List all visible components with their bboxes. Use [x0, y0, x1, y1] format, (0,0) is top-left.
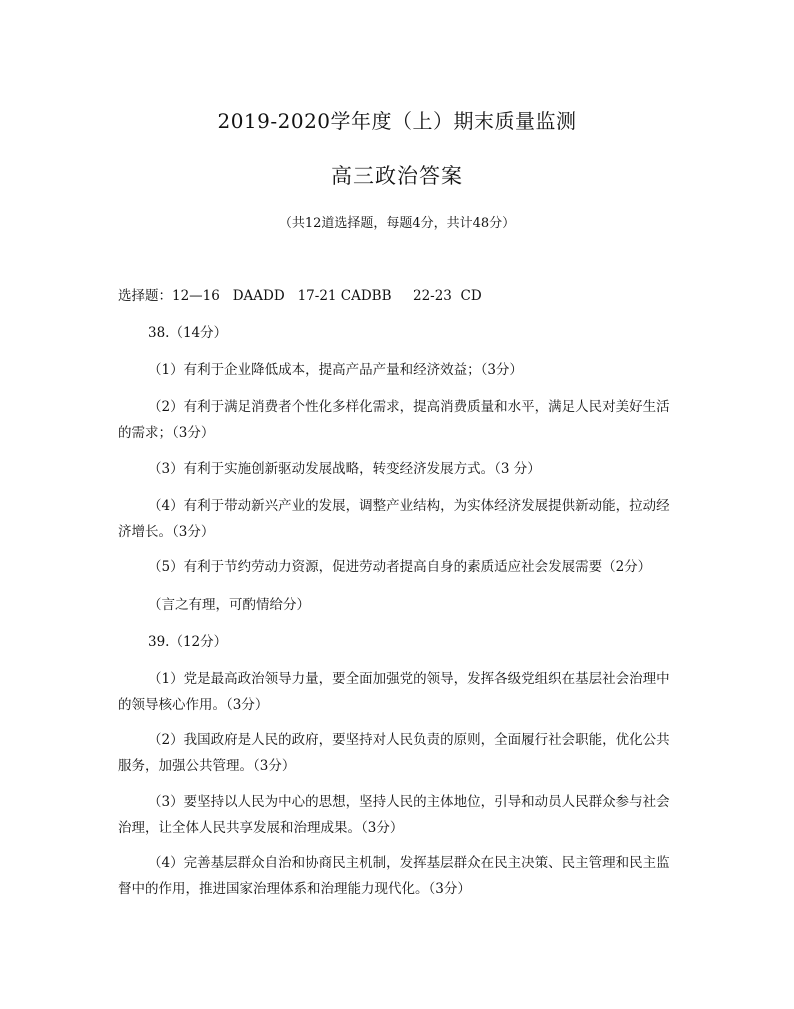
q38-item-4: （4）有利于带动新兴产业的发展，调整产业结构，为实体经济发展提供新动能，拉动经济增长。（3分） — [118, 498, 670, 540]
q39-heading: 39.（12分） — [148, 634, 228, 650]
q38-item-5: （5）有利于节约劳动力资源，促进劳动者提高自身的素质适应社会发展需要（2分） — [148, 559, 652, 575]
q38-item-2: （2）有利于满足消费者个性化多样化需求，提高消费质量和水平，满足人民对美好生活的需求；（3分） — [118, 399, 670, 441]
page-title: 2019-2020学年度（上）期末质量监测 — [217, 109, 577, 133]
q39-item-2: （2）我国政府是人民的政府，要坚持对人民负责的原则，全面履行社会职能，优化公共服务，加强公共管理。（3分） — [118, 732, 670, 774]
q38-item-3: （3）有利于实施创新驱动发展战略，转变经济发展方式。（3 分） — [148, 461, 541, 477]
q38-item-1: （1）有利于企业降低成本，提高产品产量和经济效益；（3分） — [148, 362, 523, 378]
q39-item-3: （3）要坚持以人民为中心的思想，坚持人民的主体地位，引导和动员人民群众参与社会治理，让全体人民共享发展和治理成果。（3分） — [118, 794, 670, 836]
choice-answers: 选择题：12—16 DAADD 17-21 CADBB 22-23 CD — [118, 288, 482, 304]
scoring-note: （共12道选择题，每题4分，共计48分） — [278, 216, 516, 231]
q38-item-6: （言之有理，可酌情给分） — [148, 597, 310, 613]
q39-item-1: （1）党是最高政治领导力量，要全面加强党的领导，发挥各级党组织在基层社会治理中的领导核心作用。（3分） — [118, 671, 670, 713]
page-subtitle: 高三政治答案 — [331, 164, 463, 188]
q38-heading: 38.（14分） — [148, 325, 228, 341]
q39-item-4: （4）完善基层群众自治和协商民主机制，发挥基层群众在民主决策、民主管理和民主监督中的作用，推进国家治理体系和治理能力现代化。（3分） — [118, 855, 670, 897]
